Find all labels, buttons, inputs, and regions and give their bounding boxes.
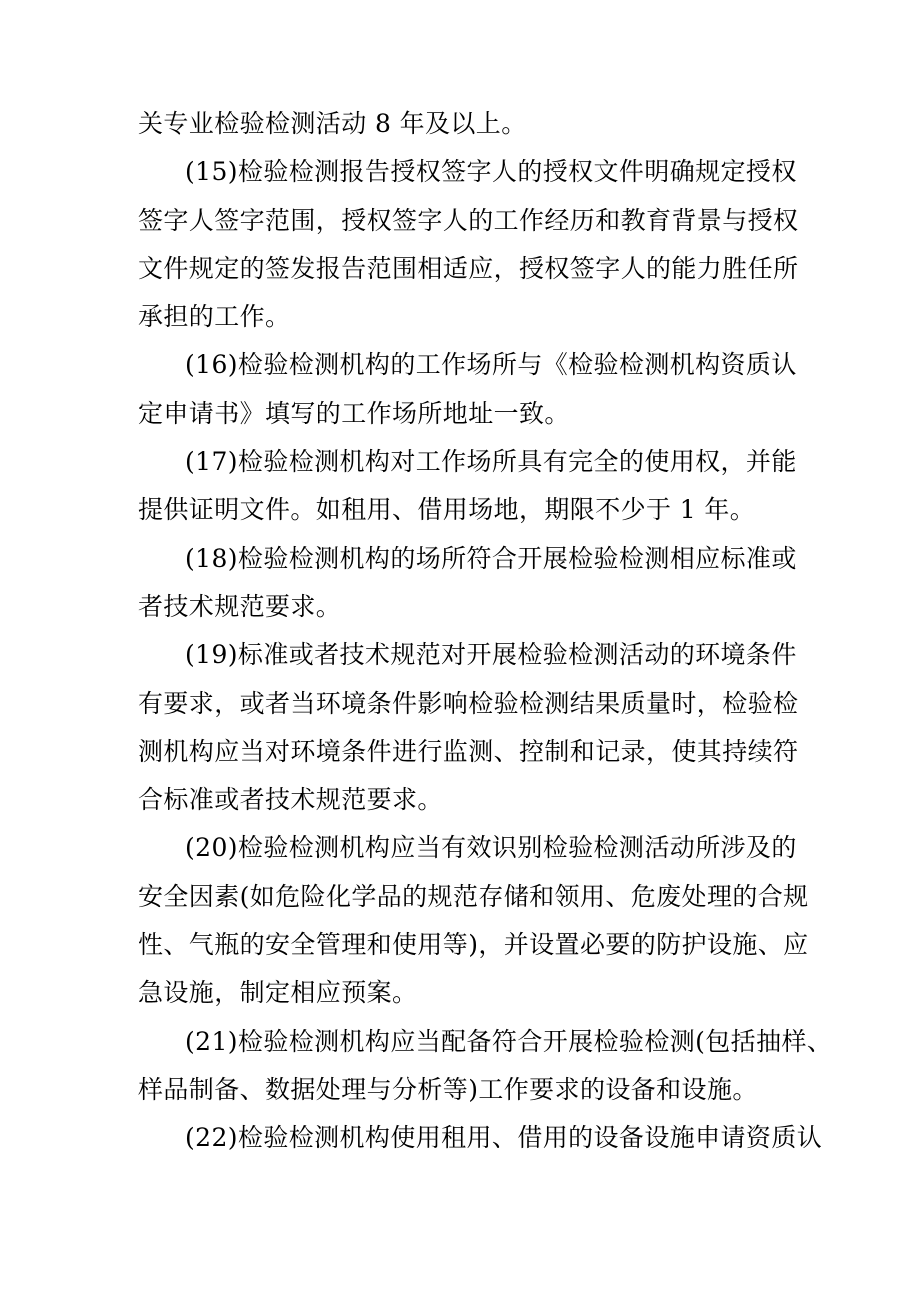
paragraph-line: 关专业检验检测活动 8 年及以上。 xyxy=(138,109,527,138)
paragraph-line: 定申请书》填写的工作场所地址一致。 xyxy=(138,398,570,428)
paragraph-line: 承担的工作。 xyxy=(138,302,291,332)
paragraph-line: 文件规定的签发报告范围相适应，授权签字人的能力胜任所 xyxy=(138,253,799,283)
paragraph-line: 合标准或者技术规范要求。 xyxy=(138,785,443,815)
paragraph-line: 签字人签字范围，授权签字人的工作经历和教育背景与授权 xyxy=(138,205,799,235)
paragraph-first-line: (18)检验检测机构的场所符合开展检验检测相应标准或 xyxy=(185,543,797,573)
paragraph-line: 者技术规范要求。 xyxy=(138,591,342,621)
paragraph-line: 测机构应当对环境条件进行监测、控制和记录，使其持续符 xyxy=(138,736,799,766)
paragraph-first-line: (19)标准或者技术规范对开展检验检测活动的环境条件 xyxy=(185,640,797,670)
paragraph-first-line: (22)检验检测机构使用租用、借用的设备设施申请资质认 xyxy=(185,1123,823,1153)
paragraph-first-line: (21)检验检测机构应当配备符合开展检验检测(包括抽样、 xyxy=(185,1026,833,1056)
document-body xyxy=(138,100,833,1163)
paragraph-line: 样品制备、数据处理与分析等)工作要求的设备和设施。 xyxy=(138,1074,758,1104)
paragraph-first-line: (20)检验检测机构应当有效识别检验检测活动所涉及的 xyxy=(185,833,797,863)
paragraph-line: 提供证明文件。如租用、借用场地，期限不少于 1 年。 xyxy=(138,495,756,525)
paragraph-line: 性、气瓶的安全管理和使用等)，并设置必要的防护设施、应 xyxy=(138,930,809,960)
paragraph-line: 有要求，或者当环境条件影响检验检测结果质量时，检验检 xyxy=(138,688,799,718)
paragraph-line: 安全因素(如危险化学品的规范存储和领用、危废处理的合规 xyxy=(138,881,809,911)
paragraph-first-line: (16)检验检测机构的工作场所与《检验检测机构资质认 xyxy=(185,350,797,380)
paragraph-line: 急设施，制定相应预案。 xyxy=(138,978,418,1008)
paragraph-first-line: (15)检验检测报告授权签字人的授权文件明确规定授权 xyxy=(185,157,797,187)
paragraph-first-line: (17)检验检测机构对工作场所具有完全的使用权，并能 xyxy=(185,447,797,477)
